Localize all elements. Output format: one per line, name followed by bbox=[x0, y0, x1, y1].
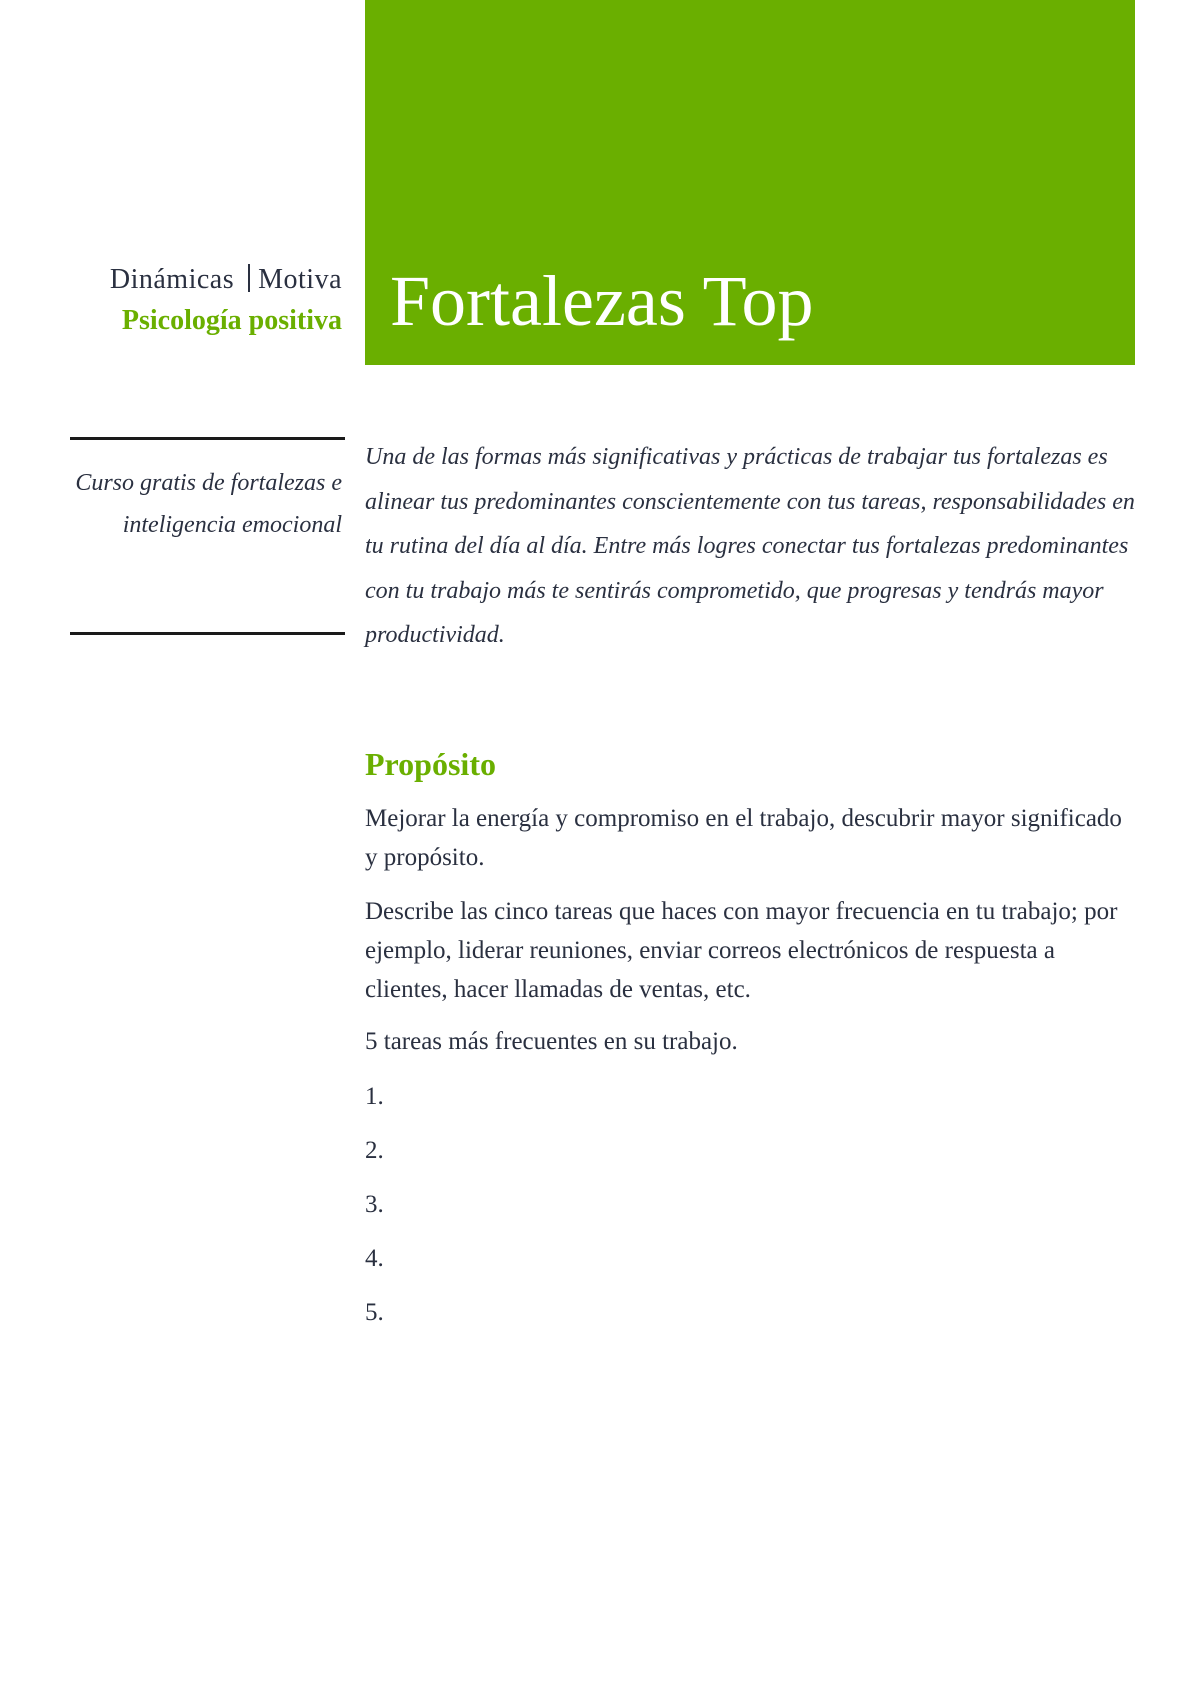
header-brand: Motiva bbox=[258, 264, 342, 295]
header-category: Dinámicas bbox=[109, 264, 235, 295]
instructions-paragraph: Describe las cinco tareas que haces con mayor frecuencia en tu trabajo; por ejemplo, liderar reuniones, enviar correos electrónicos de respuesta a clientes, hacer llamadas de ventas, etc. bbox=[365, 898, 1118, 1003]
header-subtitle: Psicología positiva bbox=[121, 305, 342, 336]
sidebar-quote: Curso gratis de fortalezas e inteligencia emocional bbox=[75, 470, 342, 538]
header-separator bbox=[248, 264, 250, 292]
task-list bbox=[365, 1077, 384, 1347]
task-list-item: 1. bbox=[365, 1083, 384, 1110]
task-list-item: 3. bbox=[365, 1191, 384, 1218]
sidebar-rule-bottom bbox=[70, 632, 345, 635]
task-list-item: 4. bbox=[365, 1245, 384, 1272]
header-line bbox=[110, 260, 342, 300]
task-list-item: 2. bbox=[365, 1137, 384, 1164]
list-intro: 5 tareas más frecuentes en su trabajo. bbox=[365, 1028, 738, 1055]
sidebar-header bbox=[110, 260, 342, 342]
intro-paragraph: Una de las formas más significativas y prácticas de trabajar tus fortalezas es alinear tus predominantes conscientemente con tus tareas, responsabilidades en tu rutina del día al día. Entre más logres conectar tus fortalezas predominantes con tu trabajo más te sentirás comprometido, que progresas y tendrás mayor productividad. bbox=[365, 444, 1135, 648]
sidebar-rule-top bbox=[70, 437, 345, 440]
purpose-paragraph: Mejorar la energía y compromiso en el trabajo, descubrir mayor significado y propósito. bbox=[365, 805, 1122, 871]
document-title: Fortalezas Top bbox=[390, 261, 814, 341]
section-heading: Propósito bbox=[365, 746, 496, 782]
task-list-item: 5. bbox=[365, 1299, 384, 1326]
